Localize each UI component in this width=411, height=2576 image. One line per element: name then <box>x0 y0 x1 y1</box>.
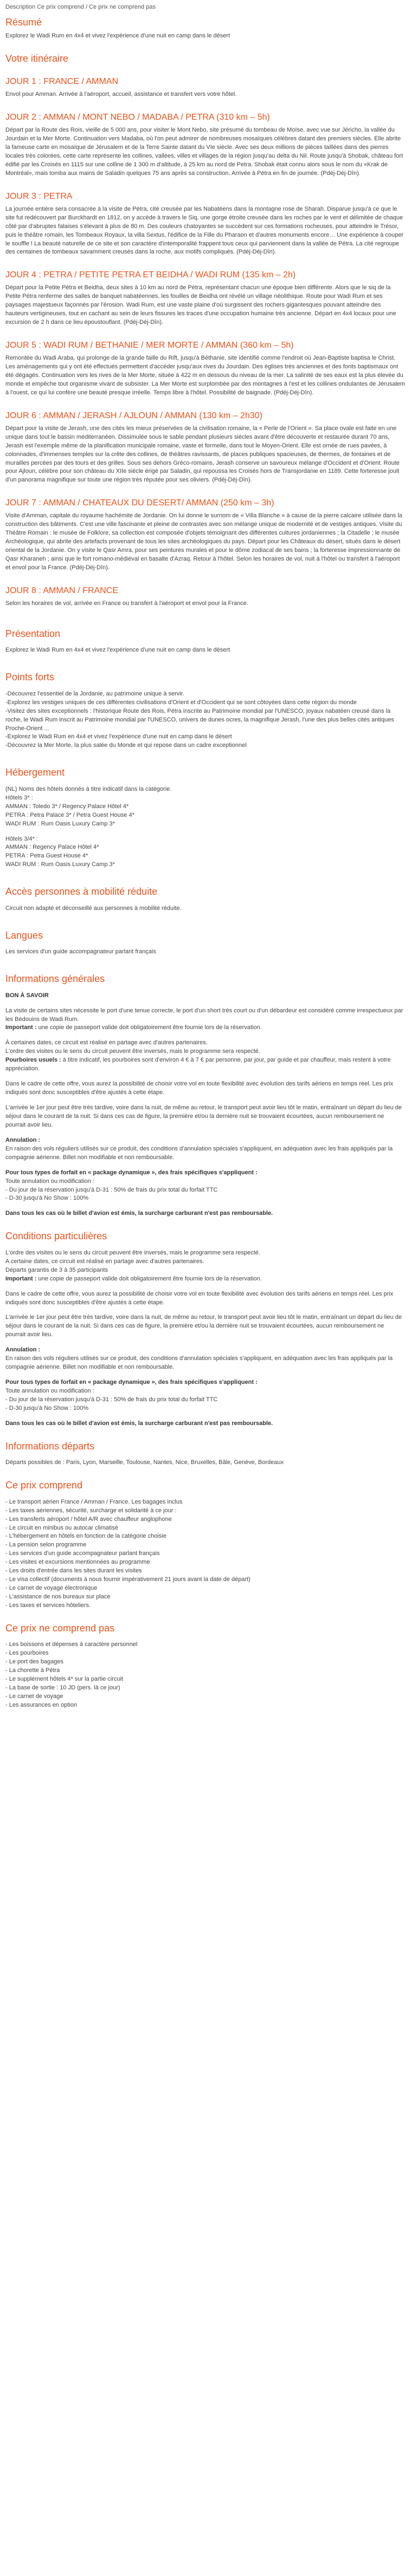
paragraph: Dans tous les cas où le billet d'avion est émis, la surcharge carburant n'est pas remboursable. <box>5 1420 273 1427</box>
paragraph: A certaine dates, ce circuit est réalisé en partage avec d'autres partenaires. <box>5 1258 204 1265</box>
day-title: JOUR 6 : AMMAN / JERASH / AJLOUN / AMMAN (130 km – 2h30) <box>5 411 262 420</box>
day-title: JOUR 4 : PETRA / PETITE PETRA ET BEIDHA / WADI RUM (135 km – 2h) <box>5 270 296 280</box>
paragraph: Toute annulation ou modification : <box>5 1388 94 1395</box>
list-item: - L'assistance de nos bureaux sur place <box>5 1593 111 1601</box>
important-text: une copie de passeport valide doit obligatoirement être fournie lors de la réservation. <box>36 1024 262 1031</box>
pourboires-label: Pourboires usuels : <box>5 1057 61 1064</box>
list-item: - Les services d'un guide accompagnateur parlant français <box>5 1550 160 1557</box>
list-item: - La pension selon programme <box>5 1541 87 1549</box>
paragraph <box>5 1024 406 1032</box>
day-title: JOUR 7 : AMMAN / CHATEAUX DU DESERT/ AMMAN (250 km – 3h) <box>5 498 274 508</box>
infos-depart-text: Départs possibles de : Paris, Lyon, Marseille, Toulouse, Nantes, Nice, Bruxelles, Bâle, Genève, Bordeaux <box>5 1459 284 1466</box>
day-1 <box>5 76 406 99</box>
day-4 <box>5 270 406 327</box>
list-item: WADI RUM : Rum Oasis Luxury Camp 3* <box>5 861 115 868</box>
acces-text: Circuit non adapté et déconseillé aux personnes à mobilité réduite. <box>5 905 182 912</box>
important-label: Important : <box>5 1024 37 1031</box>
itinerary-section <box>5 53 406 608</box>
paragraph: L'ordre des visites ou le sens du circuit peuvent être inversés, mais le programme sera respecté. <box>5 1048 260 1055</box>
list-item: - Les transferts aéroport / hôtel A/R avec chauffeur anglophone <box>5 1515 172 1523</box>
paragraph: - D-30 jusqu'à No Show : 100% <box>5 1195 89 1202</box>
bon-a-savoir-label: BON À SAVOIR <box>5 992 49 999</box>
list-item: - Le carnet de voyage électronique <box>5 1585 98 1592</box>
hebergement-section <box>5 766 406 869</box>
paragraph: Dans le cadre de cette offre, vous aurez la possibilité de choisir votre vol en toute flexibilité avec évolution des tarifs aériens en temps réel. Les prix indiqués sont donc susceptibles d'être ajustés à cette étape. <box>5 1290 394 1306</box>
annulation-label: Annulation : <box>5 1136 41 1143</box>
list-item: - Les assurances en option <box>5 1701 78 1708</box>
resume-section <box>5 16 406 40</box>
day-text: La journée entière sera consacrée à la visite de Pétra, cité creusée par les Nabatéens dans la montagne rose de Sharah. Disparue jusqu'à ce que le site fut redécouvert par Burckhardt en 1812, on y accède à travers le Siq, une gorge étroite creusée dans les roches par le vent et délimitée de chaque côté par d'abruptes falaises s'élevant à plus de 80 m. Des couleurs chatoyantes se succèdent sur ces formations rocheuses, pour atteindre le Trésor, puis le théâtre romain, les Tombeaux Royaux, la villa Sextus, l'édifice de la Fille du Pharaon et d'autres monuments encore… Une expérience à couper le souffle ! La beauté naturelle de ce site et son caractère d'intemporalité frappent tous ceux qui parviennent dans la vallée de Pétra. La cité regroupe des centaines de tombeaux savamment creusés dans la roche, aux motifs compliqués. (Pdéj-Déj-Dîn). <box>5 205 404 256</box>
itinerary-title: Votre itinéraire <box>5 53 69 64</box>
points-forts-title: Points forts <box>5 672 55 683</box>
list-item: - L'hébergement en hôtels en fonction de la catégorie choisie <box>5 1533 166 1540</box>
langues-title: Langues <box>5 929 43 941</box>
hebergement-title: Hébergement <box>5 767 65 778</box>
important-text: une copie de passeport valide doit obligatoirement être fournie lors de la réservation. <box>36 1275 262 1282</box>
paragraph <box>5 1275 406 1284</box>
langues-section <box>5 929 406 957</box>
resume-text: Explorez le Wadi Rum en 4x4 et vivez l'expérience d'une nuit en camp dans le désert <box>5 32 230 39</box>
paragraph: L'ordre des visites ou le sens du circuit peuvent être inversés, mais le programme sera respecté. <box>5 1249 260 1256</box>
list-item: - Le carnet de voyage <box>5 1693 63 1700</box>
paragraph: L'arrivée le 1er jour peut être très tardive, voire dans la nuit, de même au retour, le transport peut avoir lieu tôt le matin, entraînant un départ du lieu de séjour dans le courant de la nuit. Si dans ces cas de figure, la première et/ou la dernière nuit se trouvaient écourtées, aucun remboursement ne pourrait avoir lieu. <box>5 1314 402 1338</box>
list-item: - Les droits d'entrée dans les sites durant les visites <box>5 1567 142 1575</box>
list-item: - Les visites et excursions mentionnées au programme <box>5 1559 150 1566</box>
list-item: - Le port des bagages <box>5 1658 64 1666</box>
paragraph: En raison des vols réguliers utilisés sur ce produit, des conditions d'annulation spéciales s'appliquent, en adéquation avec les frais appliqués par la compagnie aérienne. Billet non modifiable et non remboursable. <box>5 1355 393 1371</box>
list-item: - Le visa collectif (documents à nous fournir impérativement 21 jours avant la date de départ) <box>5 1576 251 1583</box>
paragraph: Dans le cadre de cette offre, vous aurez la possibilité de choisir votre vol en toute flexibilité avec évolution des tarifs aériens en temps réel. Les prix indiqués sont donc susceptibles d'être ajustés à cette étape. <box>5 1081 394 1096</box>
pourboires-text: à titre indicatif, les pourboires sont d'environ 4 € à 7 € par personne, par jour, par guide et par chauffeur, mais restent à votre appréciation. <box>5 1057 391 1072</box>
presentation-section <box>5 628 406 655</box>
day-text: Envol pour Amman. Arrivée à l'aéroport, accueil, assistance et transfert vers votre hôtel. <box>5 91 237 98</box>
list-item: - Le supplément hôtels 4* sur la partie circuit <box>5 1676 124 1683</box>
list-item: - Le circuit en minibus ou autocar climatisé <box>5 1524 118 1531</box>
list-item: PETRA : Petra Guest House 4* <box>5 853 88 860</box>
list-item: (NL) Noms des hôtels donnés à titre indicatif dans la catégorie. <box>5 785 172 792</box>
presentation-title: Présentation <box>5 628 61 639</box>
acces-title: Accès personnes à mobilité réduite <box>5 886 158 897</box>
list-item: Hôtels 3/4* : <box>5 835 38 842</box>
list-item: AMMAN : Toledo 3* / Regency Palace Hôtel 4* <box>5 803 129 810</box>
infos-generales-section <box>5 973 406 1218</box>
resume-title: Résumé <box>5 17 42 28</box>
day-text: Visite d'Amman, capitale du royaume hachémite de Jordanie. On lui donne le surnom de « Villa Blanche » à cause de la pierre calcaire utilisée dans la construction des bâtiments. C'est une ville fascinante et pleine de contrastes avec son mélange unique de modernité et de vestiges antiques. Visite du Théâtre Romain : le musée de Folklore, sa collection est composée d'objets témoignant des différentes cultures jordaniennes ; la Citadelle ; le musée Archéologique, qui abrite des artefacts provenant de tous les sites archéologiques du pays. Départ pour les Châteaux du désert, situés dans le désert oriental de la Jordanie. On y visite le Qasr Amra, pour ses peintures murales et pour le dôme zodiacal de ses bains ; la forteresse impressionnante de Qasr Kharaneh ; ainsi que le fort romano-médiéval en basalte d'Azraq. Retour à l'hôtel. Selon les horaires de vol, nuit à l'hôtel ou transfert à l'aéroport et envol pour la France. (Pdéj-Déj-Dîn). <box>5 512 402 571</box>
day-5 <box>5 340 406 398</box>
list-item: WADI RUM : Rum Oasis Luxury Camp 3* <box>5 820 115 827</box>
list-item: - Le transport aérien France / Amman / France. Les bagages inclus <box>5 1498 183 1505</box>
infos-depart-section <box>5 1440 406 1467</box>
list-item: - Les taxes aériennes, sécurité, surcharge et solidarité à ce jour : <box>5 1507 177 1514</box>
day-title: JOUR 1 : FRANCE / AMMAN <box>5 77 119 87</box>
list-item: -Découvrez la Mer Morte, la plus salée du Monde et qui repose dans un cadre exceptionnel <box>5 742 247 749</box>
paragraph: En raison des vols réguliers utilisés sur ce produit, des conditions d'annulation spéciales s'appliquent, en adéquation avec les frais appliqués par la compagnie aérienne. Billet non modifiable et non remboursable. <box>5 1145 393 1161</box>
list-item: AMMAN : Regency Palace Hôtel 4* <box>5 844 99 851</box>
comprend-section <box>5 1479 406 1610</box>
paragraph: Pour tous types de forfait en « package dynamique », des frais spécifiques s'appliquent : <box>5 1169 258 1176</box>
list-item: - Les pourboires <box>5 1650 49 1657</box>
day-text: Départ pour la visite de Jerash, une des cités les mieux préservées de la civilisation romaine, la « Perle de l'Orient ». Sa place ovale est faite en une unique dans tout le bassin méditerranéen. Dissimulée sous le sable pendant plusieurs siècles avant d'être découverte et restaurée durant 70 ans, Jerash est l'exemple même de la planification municipale romaine, vaste et formelle, dans tout le Moyen-Orient. Elle est ornée de rues pavées, à colonnades, d'immenses temples sur la crête des collines, de théâtres ravissants, de places publiques spacieuses, de thermes, de fontaines et de murailles percées par des tours et des grilles. Sous ses dehors Gréco-romains, Jerash conserve un savoureux mélange d'Occident et d'Orient. Route pour Ajloun, célèbre pour son château du XIIe siècle érigé par Saladin, qui repoussa les Croisés hors de Transjordanie en 1189. Cette forteresse jouit d'un panorama magnifique sur toute une région très réputée pour ses oliviers. (Pdéj-Déj-Dîn). <box>5 425 400 484</box>
ne-comprend-title: Ce prix ne comprend pas <box>5 1622 115 1634</box>
conditions-title: Conditions particulières <box>5 1231 107 1242</box>
day-text: Selon les horaires de vol, arrivée en France ou transfert à l'aéroport et envol pour la France. <box>5 600 248 607</box>
list-item: - La chorette à Pétra <box>5 1667 60 1674</box>
paragraph: La visite de certains sites nécessite le port d'une tenue correcte, le port d'un short très court ou d'un débardeur est considéré comme irrespectueux par les Bédouins de Wadi Rum. <box>5 1007 403 1023</box>
annulation-label: Annulation : <box>5 1346 41 1354</box>
day-2 <box>5 112 406 178</box>
day-title: JOUR 3 : PETRA <box>5 191 73 201</box>
day-title: JOUR 5 : WADI RUM / BETHANIE / MER MORTE / AMMAN (360 km – 5h) <box>5 341 294 350</box>
day-text: Départ pour la Petite Pétra et Beidha, deux sites à 10 km au nord de Pétra, représentant chacun une époque bien différente. Alors que le siq de la Petite Pétra renferme des salles de banquet nabatéennes, les fouilles de Beidha ont révélé un village néolithique. Route pour Wadi Rum et ses paysages majestueux façonnés par l'érosion. Wadi Rum, est une vaste plaine d'où surgissent des rochers gigantesques pouvant atteindre des hauteurs vertigineuses, tout en cachant au sein de leurs fissures les traces d'une occupation humaine très ancienne. Départ en 4x4 locaux pour une excursion de 2 h dans ce lieu époustouflant. (Pdéj-Déj-Dîn). <box>5 284 396 326</box>
paragraph: Départs garantis de 3 à 35 participants <box>5 1266 108 1273</box>
infos-generales-title: Informations générales <box>5 973 105 985</box>
paragraph: - D-30 jusqu'à No Show : 100% <box>5 1404 89 1411</box>
day-8 <box>5 586 406 608</box>
paragraph <box>5 1056 406 1074</box>
conditions-section <box>5 1230 406 1428</box>
day-title: JOUR 2 : AMMAN / MONT NEBO / MADABA / PETRA (310 km – 5h) <box>5 113 270 122</box>
day-text: Remontée du Wadi Araba, qui prolonge de la grande faille du Rift, jusqu'à Béthanie, site identifié comme l'endroit où Jean-Baptiste baptisa le Christ. Les aménagements qui y ont été effectués permettent d'accéder jusqu'aux rives du Jourdain. Des églises très anciennes et des fonts baptismaux ont été dégagés. Continuation vers les rives de la Mer Morte, située à 422 m en dessous du niveau de la mer. La salinité de ses eaux est la plus élevée du monde et empêche tout organisme vivant de subsister. La Mer Morte est surplombée par des montagnes à l'est et les collines ondulantes de Jérusalem à l'ouest, ce qui lui confère une beauté presque irréelle. Temps libre à l'hôtel. Possibilité de baignade. (Pdéj-Déj-Dîn). <box>5 355 406 396</box>
list-item: -Explorez les vestiges uniques de ces différentes civilisations d'Orient et d'Occident qui se sont côtoyées dans cette région du monde <box>5 699 357 706</box>
list-item: -Visitez des sites exceptionnels : l'historique Route des Rois, Pétra inscrite au Patrimoine mondial par l'UNESCO, joyaux nabatéen creusé dans la roche, le Wadi Rum inscrit au Patrimoine mondial par l'UNESCO, univers de dunes ocres, la magnifique Jerash, l'une des plus belles cités antiques Proche-Orient ... <box>5 707 394 732</box>
presentation-text: Explorez le Wadi Rum en 4x4 et vivez l'expérience d'une nuit en camp dans le désert <box>5 647 230 654</box>
acces-section <box>5 886 406 913</box>
paragraph: Dans tous les cas où le billet d'avion est émis, la surcharge carburant n'est pas remboursable. <box>5 1210 273 1217</box>
day-7 <box>5 498 406 573</box>
list-item: -Découvrez l'essentiel de la Jordanie, au patrimoine unique à servir. <box>5 690 184 697</box>
day-3 <box>5 191 406 257</box>
list-item: -Explorez le Wadi Rum en 4x4 et vivez l'expérience d'une nuit en camp dans le désert <box>5 733 232 740</box>
comprend-title: Ce prix comprend <box>5 1480 83 1491</box>
paragraph: L'arrivée le 1er jour peut être très tardive, voire dans la nuit, de même au retour, le transport peut avoir lieu tôt le matin, entraînant un départ du lieu de séjour dans le courant de la nuit. Si dans ces cas de figure, la première et/ou la dernière nuit se trouvaient écourtées, aucun remboursement ne pourrait avoir lieu. <box>5 1104 402 1128</box>
list-item: Hôtels 3* : <box>5 794 33 801</box>
list-item: - Les taxes et services hôteliers. <box>5 1602 91 1609</box>
paragraph: Toute annulation ou modification : <box>5 1178 94 1185</box>
paragraph: À certaines dates, ce circuit est réalisé en partage avec d'autres partenaires. <box>5 1039 208 1046</box>
infos-depart-title: Informations départs <box>5 1440 95 1452</box>
day-title: JOUR 8 : AMMAN / FRANCE <box>5 586 119 595</box>
list-item: - Les boissons et dépenses à caractère personnel <box>5 1641 138 1648</box>
paragraph: - Du jour de la réservation jusqu'à D-31 : 50% de frais du prix total du forfait TTC <box>5 1186 218 1193</box>
description-tabs-line: Description Ce prix comprend / Ce prix ne comprend pas <box>5 4 156 10</box>
list-item: - La base de sortie : 10 JD (pers. là ce jour) <box>5 1684 120 1692</box>
paragraph: - Du jour de la réservation jusqu'à D-31 : 50% de frais du prix total du forfait TTC <box>5 1396 218 1403</box>
list-item: PETRA : Petra Palace 3* / Petra Guest House 4* <box>5 811 134 818</box>
langues-text: Les services d'un guide accompagnateur parlant français <box>5 948 156 955</box>
points-forts-section <box>5 671 406 750</box>
important-label: Important : <box>5 1275 37 1282</box>
day-6 <box>5 411 406 485</box>
paragraph: Pour tous types de forfait en « package dynamique », des frais spécifiques s'appliquent : <box>5 1379 258 1386</box>
ne-comprend-section <box>5 1622 406 1710</box>
day-text: Départ par la Route des Rois, vieille de 5 000 ans, pour visiter le Mont Nebo, site présumé du tombeau de Moïse, avec vue sur Jéricho, la vallée du Jourdain et la Mer Morte. Continuation vers Madaba, où l'on peut admirer de nombreuses mosaïques célèbres datant des premiers siècles. Elle abrite la fameuse carte en mosaïque de Jérusalem et de la Terre Sainte datant du VIe siècle. Avec ses deux millions de pièces taillées dans des pierres locales très colorées, cette carte représente les collines, vallées, villes et villages de la région jusqu'au delta du Nil. Route jusqu'à Shobak, château fort édifié par les Croisés en 1115 sur une colline de 1 300 m d'altitude, à 25 km au nord de Petra. Shobak était connu alors sous le nom du «Krak de Montréal», mais tomba aux mains de Saladin quelques 75 ans après sa construction. Arrivée à Pétra en fin de journée. (Pdéj-Déj-Dîn). <box>5 127 403 177</box>
